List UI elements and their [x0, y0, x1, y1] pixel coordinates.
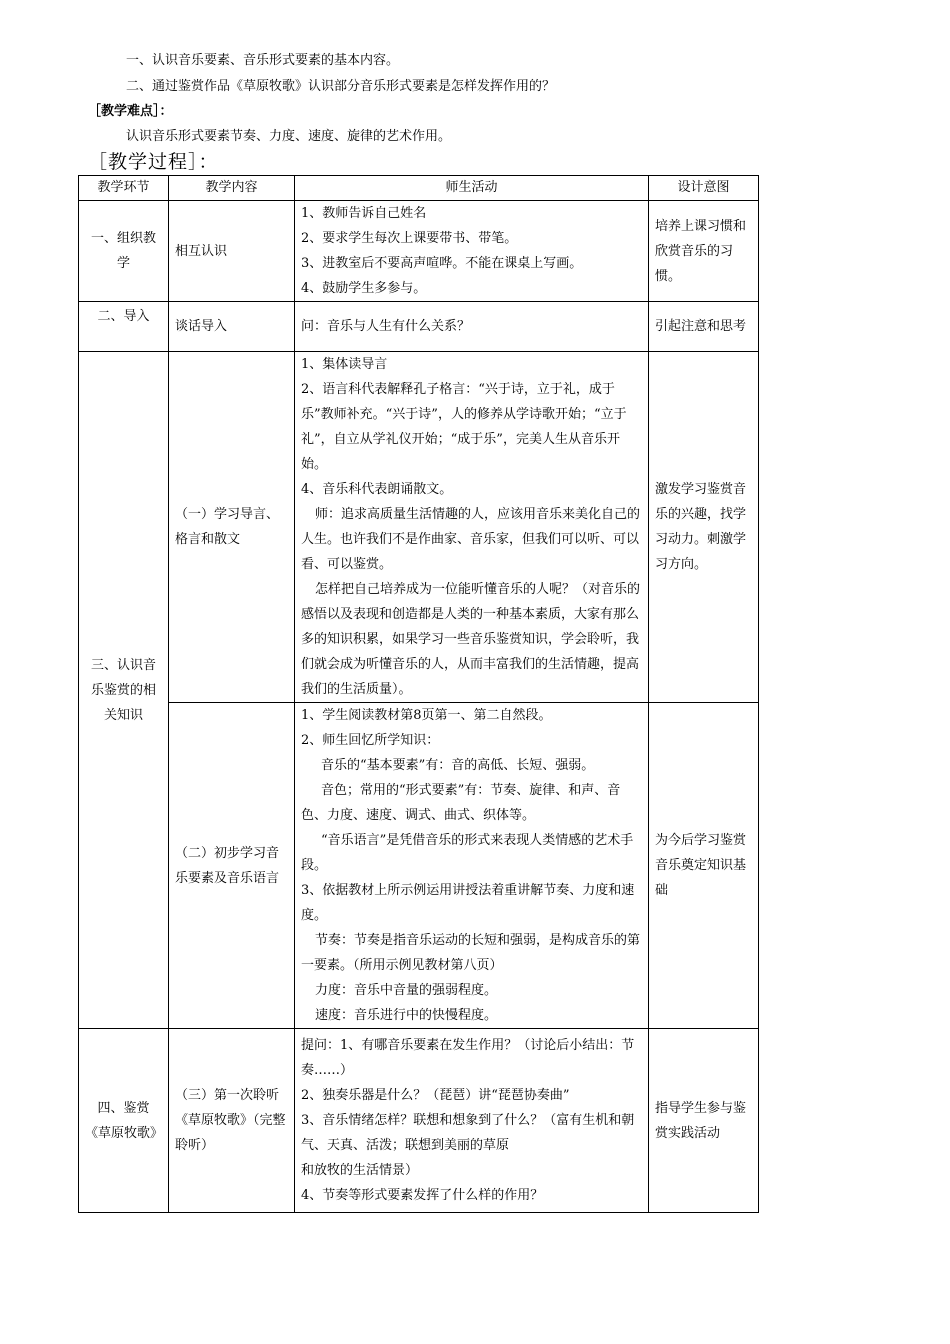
intent-cell: 指导学生参与鉴赏实践活动	[649, 1029, 759, 1213]
activity-line: 4、节奏等形式要素发挥了什么样的作用？	[301, 1188, 544, 1203]
table-row	[79, 201, 759, 302]
intent-cell: 激发学习鉴赏音乐的兴趣，找学习动力。刺激学习方向。	[649, 352, 759, 703]
table-row	[79, 302, 759, 352]
stage-cell: 三、认识音乐鉴赏的相关知识	[79, 352, 169, 1029]
content-cell: 相互认识	[169, 201, 295, 302]
objective-2: 二、通过鉴赏作品《草原牧歌》认识部分音乐形式要素是怎样发挥作用的？	[126, 79, 556, 94]
activity-line: 2、独奏乐器是什么？（琵琶）讲“琵琶协奏曲”	[301, 1088, 570, 1103]
activity-line: 4、音乐科代表朗诵散文。	[301, 482, 453, 497]
activity-line: 速度：音乐进行中的快慢程度。	[315, 1008, 498, 1023]
activity-line: 和放牧的生活情景）	[301, 1163, 419, 1178]
activity-line: 4、鼓励学生多参与。	[301, 281, 427, 296]
activities-cell	[295, 1029, 649, 1213]
header-activities: 师生活动	[295, 176, 649, 201]
stage-cell: 一、组织教学	[79, 201, 169, 302]
table-header-row	[79, 176, 759, 201]
header-content: 教学内容	[169, 176, 295, 201]
activity-line: 2、要求学生每次上课要带书、带笔。	[301, 231, 518, 246]
activities-cell	[295, 352, 649, 703]
stage-cell: 四、鉴赏《草原牧歌》	[79, 1029, 169, 1213]
activities-cell: 问：音乐与人生有什么关系？	[295, 302, 649, 352]
activity-line: 3、进教室后不要高声喧哗。不能在课桌上写画。	[301, 256, 583, 271]
header-intent: 设计意图	[649, 176, 759, 201]
activity-line: 怎样把自己培养成为一位能听懂音乐的人呢？（对音乐的感悟以及表现和创造都是人类的一种基本素质，大家有那么多的知识积累，如果学习一些音乐鉴赏知识，学会聆听，我们就会成为听懂音乐的人，从而丰富我们的生活情趣，提高我们的生活质量）。	[301, 582, 641, 697]
teaching-process-table	[78, 175, 759, 1213]
activity-line: 2、师生回忆所学知识：	[301, 733, 440, 748]
table-row	[79, 352, 759, 703]
activities-cell	[295, 703, 649, 1029]
intent-cell: 为今后学习鉴赏音乐奠定知识基础	[649, 703, 759, 1029]
activities-cell	[295, 201, 649, 302]
objective-1: 一、认识音乐要素、音乐形式要素的基本内容。	[126, 53, 400, 68]
process-heading: ［教学过程］：	[88, 151, 219, 173]
intent-cell: 引起注意和思考	[649, 302, 759, 352]
activity-line: 音乐的“基本要素”有：音的高低、长短、强弱。	[321, 758, 595, 773]
stage-cell: 二、导入	[79, 302, 169, 352]
activity-line: 3、音乐情绪怎样？联想和想象到了什么？（富有生机和朝气、天真、活泼；联想到美丽的草原	[301, 1113, 635, 1153]
table-row	[79, 703, 759, 1029]
table-row	[79, 1029, 759, 1213]
activity-line: 1、教师告诉自己姓名	[301, 206, 427, 221]
difficulty-text: 认识音乐形式要素节奏、力度、速度、旋律的艺术作用。	[126, 129, 452, 144]
activity-line: 师：追求高质量生活情趣的人，应该用音乐来美化自己的人生。也许我们不是作曲家、音乐家，但我们可以听、可以看、可以鉴赏。	[301, 507, 641, 572]
content-cell: （二）初步学习音乐要素及音乐语言	[169, 703, 295, 1029]
content-cell: 谈话导入	[169, 302, 295, 352]
header-stage: 教学环节	[79, 176, 169, 201]
activity-line: 2、语言科代表解释孔子格言：“兴于诗，立于礼，成于乐”教师补充。“兴于诗”，人的修养从学诗歌开始；“立于礼”，自立从学礼仪开始；“成于乐”，完美人生从音乐开始。	[301, 382, 627, 472]
activity-line: 节奏：节奏是指音乐运动的长短和强弱，是构成音乐的第一要素。（所用示例见教材第八页）	[301, 933, 641, 973]
activity-line: 提问：1、有哪音乐要素在发生作用？（讨论后小结出：节奏……）	[301, 1038, 635, 1078]
content-cell: （三）第一次聆听《草原牧歌》（完整聆听）	[169, 1029, 295, 1213]
activity-line: 3、依据教材上所示例运用讲授法着重讲解节奏、力度和速度。	[301, 883, 635, 923]
intent-cell: 培养上课习惯和欣赏音乐的习惯。	[649, 201, 759, 302]
activity-line: 力度：音乐中音量的强弱程度。	[315, 983, 498, 998]
content-cell: （一）学习导言、格言和散文	[169, 352, 295, 703]
activity-line: “音乐语言”是凭借音乐的形式来表现人类情感的艺术手段。	[301, 833, 634, 873]
activity-line: 1、集体读导言	[301, 357, 388, 372]
difficulty-heading: ［教学难点］：	[88, 104, 173, 119]
activity-line: 1、学生阅读教材第8页第一、第二自然段。	[301, 708, 552, 723]
activity-line: 音色；常用的“形式要素”有：节奏、旋律、和声、音色、力度、速度、调式、曲式、织体等。	[301, 783, 621, 823]
